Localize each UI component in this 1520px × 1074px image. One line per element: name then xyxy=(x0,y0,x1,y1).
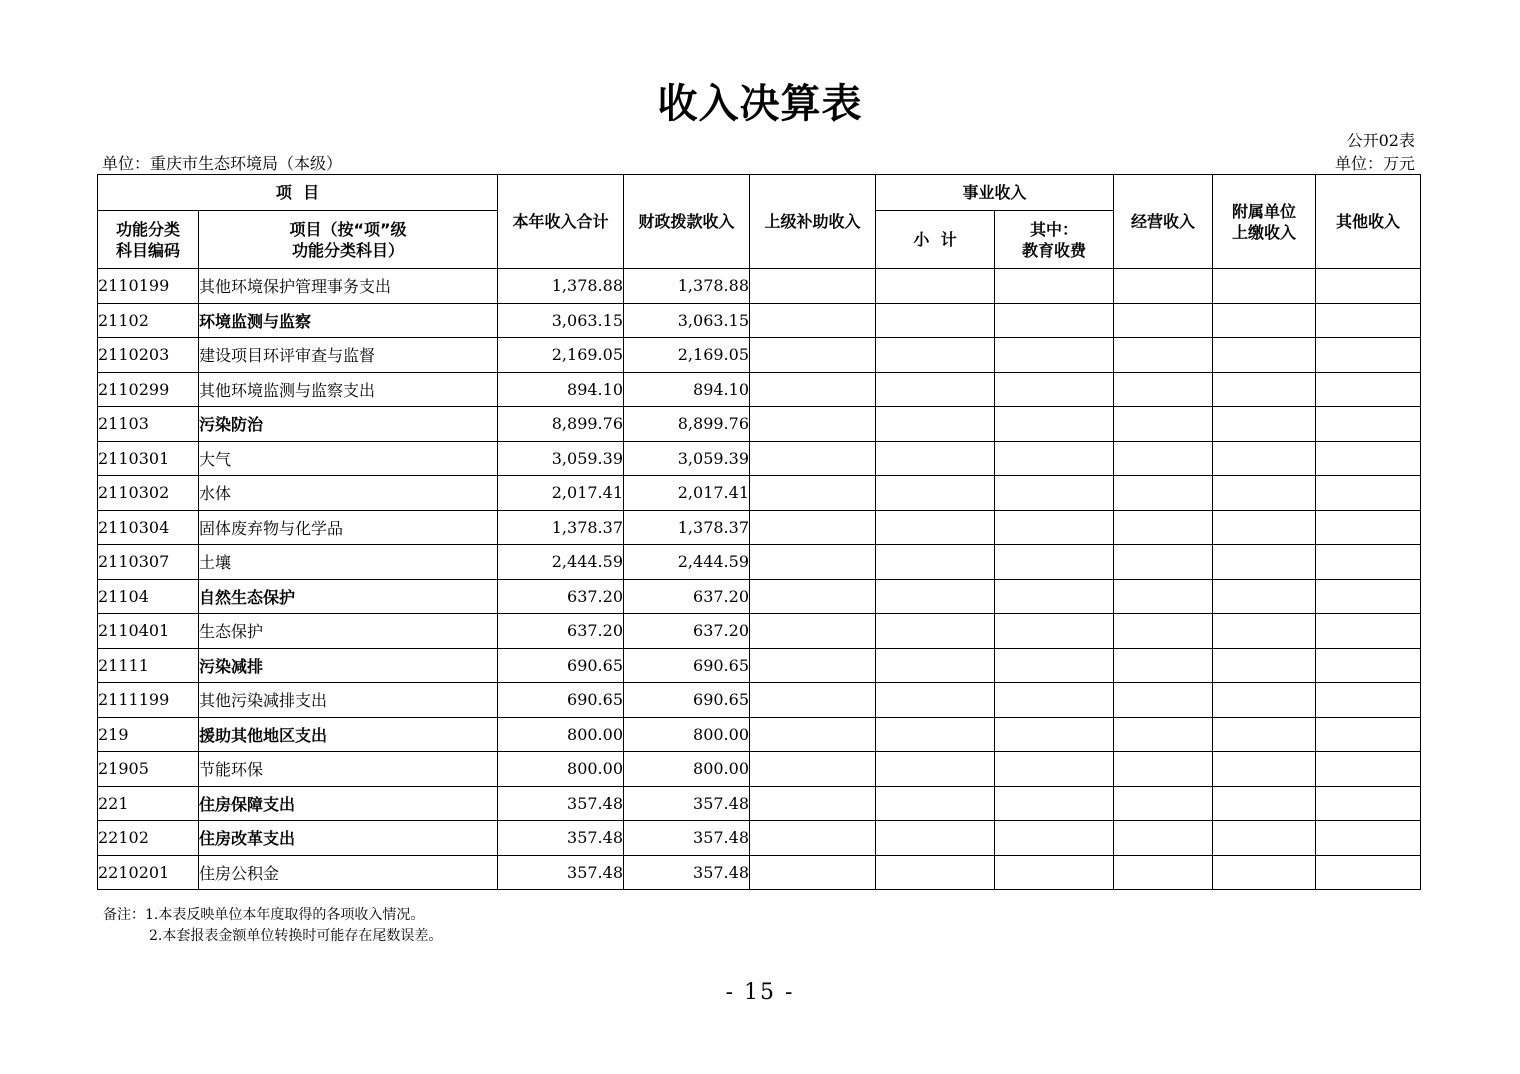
cell-total-income: 8,899.76 xyxy=(498,407,624,442)
cell-total-income: 1,378.88 xyxy=(498,269,624,304)
cell-operation-income xyxy=(1114,717,1213,752)
cell-name: 住房公积金 xyxy=(199,855,498,890)
page-number: - 15 - xyxy=(725,980,795,1005)
cell-fiscal-income: 3,059.39 xyxy=(624,441,750,476)
table-row xyxy=(98,717,1421,752)
income-table xyxy=(97,174,1421,890)
subtotal-header: 小 计 xyxy=(876,211,995,269)
cell-code: 21103 xyxy=(98,407,199,442)
cell-name: 其他污染减排支出 xyxy=(199,683,498,718)
table-row xyxy=(98,269,1421,304)
cell-superior-subsidy xyxy=(750,579,876,614)
cell-code: 21104 xyxy=(98,579,199,614)
cell-other-income xyxy=(1316,648,1421,683)
fiscal-income-header: 财政拨款收入 xyxy=(624,175,750,269)
note-line-1: 备注：1.本表反映单位本年度取得的各项收入情况。 xyxy=(103,907,425,923)
cell-superior-subsidy xyxy=(750,683,876,718)
cell-operation-income xyxy=(1114,303,1213,338)
cell-operation-income xyxy=(1114,441,1213,476)
cell-name: 其他环境监测与监察支出 xyxy=(199,372,498,407)
cell-code: 2110304 xyxy=(98,510,199,545)
cell-superior-subsidy xyxy=(750,407,876,442)
education-fee-header: 其中： 教育收费 xyxy=(995,211,1114,269)
cell-fiscal-income: 894.10 xyxy=(624,372,750,407)
cell-business-subtotal xyxy=(876,269,995,304)
cell-other-income xyxy=(1316,752,1421,787)
cell-education-fee xyxy=(995,338,1114,373)
cell-affiliate-income xyxy=(1213,338,1316,373)
cell-superior-subsidy xyxy=(750,752,876,787)
cell-name: 住房改革支出 xyxy=(199,821,498,856)
cell-total-income: 357.48 xyxy=(498,855,624,890)
cell-code: 2110401 xyxy=(98,614,199,649)
cell-other-income xyxy=(1316,683,1421,718)
cell-name: 建设项目环评审查与监督 xyxy=(199,338,498,373)
cell-fiscal-income: 800.00 xyxy=(624,752,750,787)
cell-education-fee xyxy=(995,407,1114,442)
cell-code: 2110302 xyxy=(98,476,199,511)
cell-operation-income xyxy=(1114,545,1213,580)
cell-other-income xyxy=(1316,476,1421,511)
cell-business-subtotal xyxy=(876,441,995,476)
reporting-unit: 单位：重庆市生态环境局（本级） xyxy=(102,154,343,173)
code-header: 功能分类 科目编码 xyxy=(98,211,199,269)
cell-superior-subsidy xyxy=(750,303,876,338)
cell-affiliate-income xyxy=(1213,614,1316,649)
operation-income-header: 经营收入 xyxy=(1114,175,1213,269)
cell-operation-income xyxy=(1114,338,1213,373)
cell-business-subtotal xyxy=(876,648,995,683)
cell-education-fee xyxy=(995,821,1114,856)
business-income-header: 事业收入 xyxy=(876,175,1114,211)
cell-education-fee xyxy=(995,614,1114,649)
cell-name: 大气 xyxy=(199,441,498,476)
table-row xyxy=(98,648,1421,683)
cell-other-income xyxy=(1316,407,1421,442)
cell-education-fee xyxy=(995,683,1114,718)
cell-affiliate-income xyxy=(1213,510,1316,545)
cell-other-income xyxy=(1316,855,1421,890)
cell-education-fee xyxy=(995,786,1114,821)
cell-code: 219 xyxy=(98,717,199,752)
cell-fiscal-income: 2,444.59 xyxy=(624,545,750,580)
cell-total-income: 2,444.59 xyxy=(498,545,624,580)
cell-name: 节能环保 xyxy=(199,752,498,787)
cell-other-income xyxy=(1316,303,1421,338)
table-row xyxy=(98,338,1421,373)
table-row xyxy=(98,614,1421,649)
cell-affiliate-income xyxy=(1213,407,1316,442)
cell-code: 21905 xyxy=(98,752,199,787)
cell-education-fee xyxy=(995,441,1114,476)
cell-other-income xyxy=(1316,545,1421,580)
cell-affiliate-income xyxy=(1213,752,1316,787)
cell-operation-income xyxy=(1114,579,1213,614)
cell-superior-subsidy xyxy=(750,269,876,304)
cell-superior-subsidy xyxy=(750,821,876,856)
cell-business-subtotal xyxy=(876,372,995,407)
cell-operation-income xyxy=(1114,372,1213,407)
superior-subsidy-header: 上级补助收入 xyxy=(750,175,876,269)
cell-other-income xyxy=(1316,338,1421,373)
cell-code: 2111199 xyxy=(98,683,199,718)
table-body xyxy=(98,269,1421,890)
cell-code: 2110299 xyxy=(98,372,199,407)
cell-affiliate-income xyxy=(1213,269,1316,304)
cell-code: 21102 xyxy=(98,303,199,338)
table-row xyxy=(98,855,1421,890)
cell-total-income: 2,017.41 xyxy=(498,476,624,511)
table-row xyxy=(98,821,1421,856)
cell-total-income: 637.20 xyxy=(498,614,624,649)
cell-affiliate-income xyxy=(1213,821,1316,856)
cell-total-income: 357.48 xyxy=(498,821,624,856)
total-income-header: 本年收入合计 xyxy=(498,175,624,269)
form-number: 公开02表 xyxy=(1346,131,1415,150)
cell-affiliate-income xyxy=(1213,303,1316,338)
cell-superior-subsidy xyxy=(750,338,876,373)
cell-business-subtotal xyxy=(876,683,995,718)
cell-business-subtotal xyxy=(876,821,995,856)
cell-code: 2110301 xyxy=(98,441,199,476)
cell-fiscal-income: 2,169.05 xyxy=(624,338,750,373)
cell-operation-income xyxy=(1114,510,1213,545)
cell-affiliate-income xyxy=(1213,786,1316,821)
other-income-header: 其他收入 xyxy=(1316,175,1421,269)
cell-code: 2210201 xyxy=(98,855,199,890)
cell-business-subtotal xyxy=(876,338,995,373)
page-title: 收入决算表 xyxy=(657,81,863,127)
cell-total-income: 894.10 xyxy=(498,372,624,407)
table-row xyxy=(98,752,1421,787)
cell-superior-subsidy xyxy=(750,717,876,752)
cell-fiscal-income: 637.20 xyxy=(624,614,750,649)
cell-business-subtotal xyxy=(876,476,995,511)
table-row xyxy=(98,786,1421,821)
table-row xyxy=(98,407,1421,442)
cell-affiliate-income xyxy=(1213,683,1316,718)
table-row xyxy=(98,579,1421,614)
cell-operation-income xyxy=(1114,683,1213,718)
cell-name: 住房保障支出 xyxy=(199,786,498,821)
cell-name: 环境监测与监察 xyxy=(199,303,498,338)
cell-superior-subsidy xyxy=(750,786,876,821)
cell-operation-income xyxy=(1114,476,1213,511)
cell-education-fee xyxy=(995,510,1114,545)
cell-fiscal-income: 690.65 xyxy=(624,648,750,683)
cell-education-fee xyxy=(995,648,1114,683)
cell-operation-income xyxy=(1114,821,1213,856)
cell-education-fee xyxy=(995,579,1114,614)
cell-other-income xyxy=(1316,269,1421,304)
cell-education-fee xyxy=(995,545,1114,580)
table-row xyxy=(98,545,1421,580)
cell-total-income: 800.00 xyxy=(498,717,624,752)
cell-name: 土壤 xyxy=(199,545,498,580)
cell-business-subtotal xyxy=(876,407,995,442)
table-row xyxy=(98,372,1421,407)
note-line-2: 2.本套报表金额单位转换时可能存在尾数误差。 xyxy=(149,928,443,944)
cell-operation-income xyxy=(1114,786,1213,821)
cell-superior-subsidy xyxy=(750,476,876,511)
cell-other-income xyxy=(1316,821,1421,856)
cell-education-fee xyxy=(995,752,1114,787)
cell-business-subtotal xyxy=(876,303,995,338)
cell-other-income xyxy=(1316,510,1421,545)
cell-superior-subsidy xyxy=(750,441,876,476)
cell-superior-subsidy xyxy=(750,855,876,890)
cell-education-fee xyxy=(995,303,1114,338)
cell-education-fee xyxy=(995,855,1114,890)
cell-operation-income xyxy=(1114,269,1213,304)
cell-operation-income xyxy=(1114,752,1213,787)
table-row xyxy=(98,683,1421,718)
cell-total-income: 637.20 xyxy=(498,579,624,614)
cell-affiliate-income xyxy=(1213,717,1316,752)
cell-business-subtotal xyxy=(876,855,995,890)
cell-code: 2110203 xyxy=(98,338,199,373)
cell-business-subtotal xyxy=(876,786,995,821)
cell-operation-income xyxy=(1114,855,1213,890)
cell-name: 污染防治 xyxy=(199,407,498,442)
cell-name: 水体 xyxy=(199,476,498,511)
cell-name: 自然生态保护 xyxy=(199,579,498,614)
cell-code: 2110199 xyxy=(98,269,199,304)
cell-total-income: 800.00 xyxy=(498,752,624,787)
cell-code: 2110307 xyxy=(98,545,199,580)
cell-other-income xyxy=(1316,614,1421,649)
cell-affiliate-income xyxy=(1213,648,1316,683)
cell-fiscal-income: 2,017.41 xyxy=(624,476,750,511)
cell-total-income: 3,063.15 xyxy=(498,303,624,338)
cell-name: 其他环境保护管理事务支出 xyxy=(199,269,498,304)
table-row xyxy=(98,476,1421,511)
cell-superior-subsidy xyxy=(750,510,876,545)
cell-affiliate-income xyxy=(1213,545,1316,580)
cell-fiscal-income: 800.00 xyxy=(624,717,750,752)
name-header: 项目（按“项”级 功能分类科目） xyxy=(199,211,498,269)
cell-name: 固体废弃物与化学品 xyxy=(199,510,498,545)
affiliate-income-header: 附属单位 上缴收入 xyxy=(1213,175,1316,269)
table-row xyxy=(98,510,1421,545)
cell-fiscal-income: 357.48 xyxy=(624,855,750,890)
cell-affiliate-income xyxy=(1213,372,1316,407)
cell-superior-subsidy xyxy=(750,648,876,683)
cell-superior-subsidy xyxy=(750,545,876,580)
cell-fiscal-income: 1,378.88 xyxy=(624,269,750,304)
cell-operation-income xyxy=(1114,648,1213,683)
cell-other-income xyxy=(1316,579,1421,614)
notes xyxy=(103,905,442,947)
cell-education-fee xyxy=(995,269,1114,304)
cell-education-fee xyxy=(995,372,1114,407)
cell-education-fee xyxy=(995,476,1114,511)
cell-affiliate-income xyxy=(1213,855,1316,890)
cell-name: 污染减排 xyxy=(199,648,498,683)
cell-code: 21111 xyxy=(98,648,199,683)
project-header: 项 目 xyxy=(98,175,498,211)
cell-business-subtotal xyxy=(876,717,995,752)
cell-fiscal-income: 8,899.76 xyxy=(624,407,750,442)
cell-operation-income xyxy=(1114,407,1213,442)
cell-business-subtotal xyxy=(876,752,995,787)
cell-fiscal-income: 690.65 xyxy=(624,683,750,718)
cell-superior-subsidy xyxy=(750,614,876,649)
currency-unit: 单位：万元 xyxy=(1334,154,1415,173)
cell-fiscal-income: 357.48 xyxy=(624,786,750,821)
cell-superior-subsidy xyxy=(750,372,876,407)
cell-fiscal-income: 637.20 xyxy=(624,579,750,614)
cell-fiscal-income: 3,063.15 xyxy=(624,303,750,338)
cell-affiliate-income xyxy=(1213,441,1316,476)
cell-code: 221 xyxy=(98,786,199,821)
cell-code: 22102 xyxy=(98,821,199,856)
cell-business-subtotal xyxy=(876,545,995,580)
cell-business-subtotal xyxy=(876,614,995,649)
cell-total-income: 357.48 xyxy=(498,786,624,821)
table-row xyxy=(98,303,1421,338)
cell-fiscal-income: 1,378.37 xyxy=(624,510,750,545)
cell-fiscal-income: 357.48 xyxy=(624,821,750,856)
cell-name: 生态保护 xyxy=(199,614,498,649)
cell-business-subtotal xyxy=(876,579,995,614)
cell-other-income xyxy=(1316,372,1421,407)
cell-other-income xyxy=(1316,717,1421,752)
cell-other-income xyxy=(1316,786,1421,821)
cell-total-income: 3,059.39 xyxy=(498,441,624,476)
cell-total-income: 2,169.05 xyxy=(498,338,624,373)
cell-total-income: 1,378.37 xyxy=(498,510,624,545)
table-row xyxy=(98,441,1421,476)
cell-other-income xyxy=(1316,441,1421,476)
cell-affiliate-income xyxy=(1213,579,1316,614)
cell-total-income: 690.65 xyxy=(498,683,624,718)
cell-education-fee xyxy=(995,717,1114,752)
cell-operation-income xyxy=(1114,614,1213,649)
cell-business-subtotal xyxy=(876,510,995,545)
cell-name: 援助其他地区支出 xyxy=(199,717,498,752)
cell-affiliate-income xyxy=(1213,476,1316,511)
cell-total-income: 690.65 xyxy=(498,648,624,683)
